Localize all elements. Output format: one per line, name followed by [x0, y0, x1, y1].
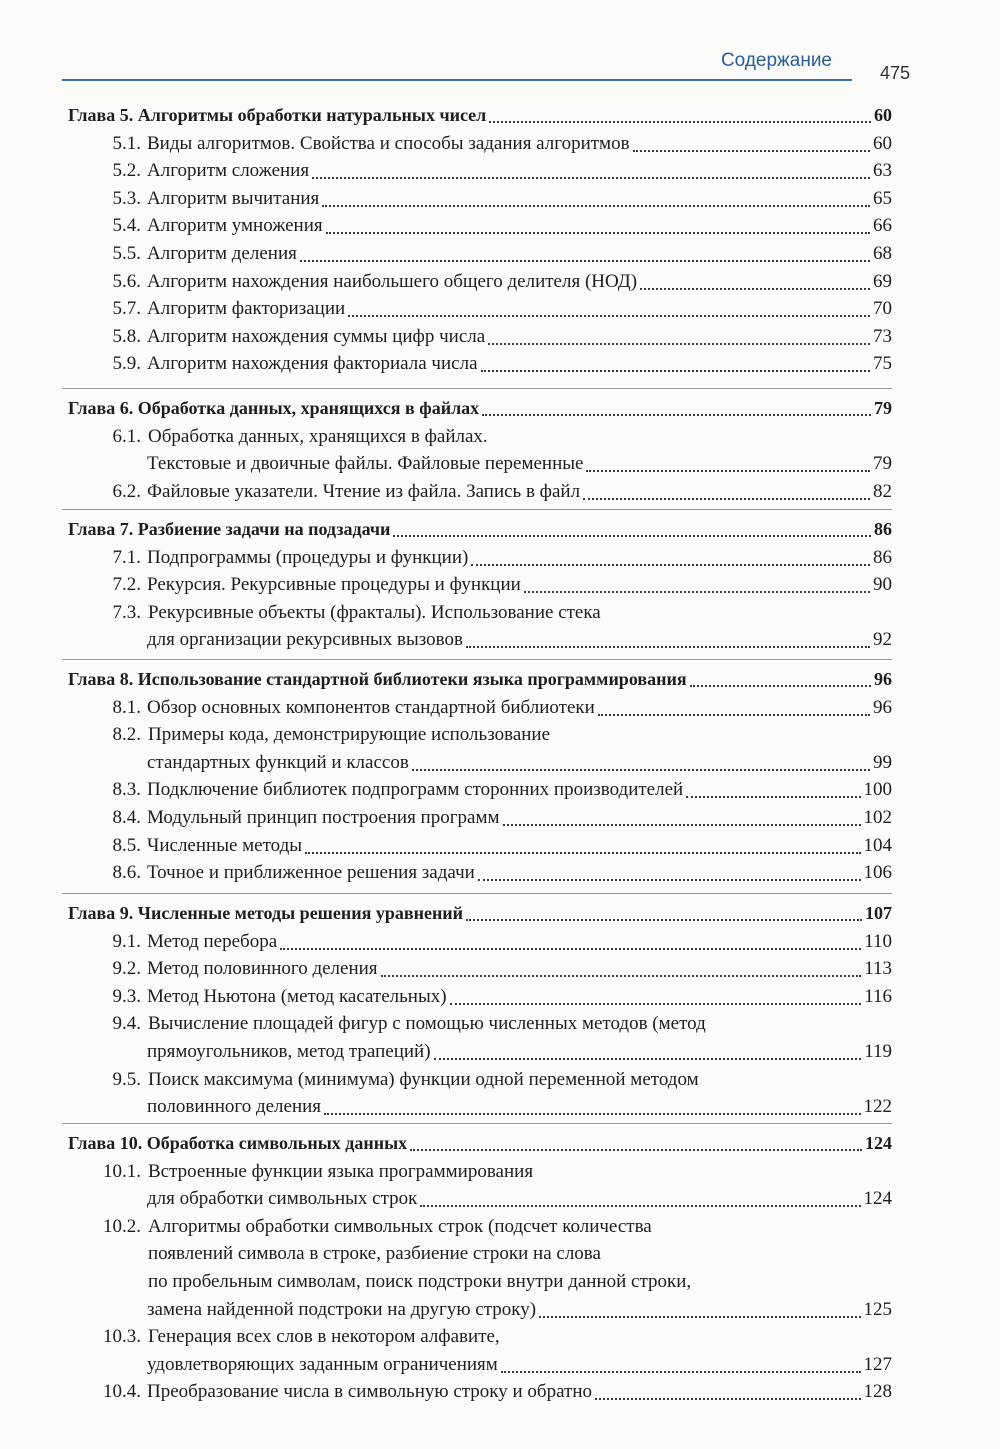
section-title-line: Алгоритм нахождения факториала числа	[147, 353, 478, 375]
chapter-page: 96	[874, 669, 892, 689]
section-title-line: прямоугольников, метод трапеций)	[147, 1041, 431, 1062]
chapter-entry[interactable]	[68, 396, 892, 420]
dot-leader	[420, 1187, 860, 1207]
section-title-line: по пробельным символам, поиск подстроки внутри данной строки,	[148, 1271, 692, 1292]
dot-leader	[488, 325, 870, 345]
section-entry[interactable]	[0, 1380, 892, 1404]
section-page: 63	[873, 160, 892, 182]
section-number: 8.6.	[112, 862, 141, 884]
chapter-entry[interactable]	[68, 517, 892, 541]
section-number: 9.1.	[112, 930, 141, 952]
dot-leader	[312, 159, 870, 179]
section-title-line: Файловые указатели. Чтение из файла. Запись в файл	[147, 480, 581, 502]
dot-leader	[381, 957, 862, 977]
section-number: 5.4.	[112, 215, 141, 237]
section-page: 125	[863, 1298, 892, 1320]
section-page: 106	[863, 862, 892, 884]
chapter-title: Глава 9. Численные методы решения уравнений	[68, 903, 464, 923]
section-number: 6.2.	[112, 480, 141, 502]
section-number: 10.3.	[103, 1326, 141, 1348]
section-number: 5.1.	[112, 132, 141, 154]
section-entry[interactable]	[0, 242, 892, 266]
section-page: 79	[873, 453, 892, 475]
section-title-line: Алгоритмы обработки символьных строк (подсчет количества	[148, 1215, 652, 1237]
section-number: 7.3.	[112, 601, 141, 623]
section-number: 8.4.	[112, 807, 141, 828]
chapter-page: 60	[874, 105, 892, 125]
section-entry[interactable]	[0, 751, 892, 775]
section-page: 122	[863, 1096, 892, 1118]
section-page: 102	[863, 807, 892, 828]
chapter-page: 107	[865, 903, 892, 923]
header-rule	[62, 79, 852, 81]
dot-leader	[489, 103, 871, 123]
dot-leader	[539, 1298, 860, 1318]
chapter-divider	[62, 659, 892, 660]
chapter-entry[interactable]	[68, 1131, 892, 1155]
section-title-line: Метод перебора	[147, 930, 278, 952]
section-page: 82	[873, 480, 892, 502]
section-page: 86	[873, 546, 892, 568]
dot-leader	[503, 806, 861, 826]
chapter-title: Глава 7. Разбиение задачи на подзадачи	[68, 519, 391, 539]
section-number: 9.5.	[112, 1068, 141, 1090]
section-title-line: Текстовые и двоичные файлы. Файловые переменные	[147, 453, 584, 475]
dot-leader	[466, 901, 862, 921]
chapter-entry[interactable]	[68, 667, 892, 691]
section-number: 5.5.	[112, 243, 141, 264]
dot-leader	[595, 1380, 860, 1400]
section-page: 110	[864, 930, 892, 952]
section-title-line: Точное и приближенное решения задачи	[147, 862, 475, 884]
section-page: 104	[863, 834, 892, 856]
section-number: 9.2.	[112, 958, 141, 980]
dot-leader	[690, 667, 871, 687]
section-entry[interactable]	[0, 930, 892, 954]
section-page: 75	[873, 353, 892, 375]
section-number: 9.3.	[112, 985, 141, 1007]
section-number: 8.2.	[112, 724, 141, 746]
section-number: 5.2.	[112, 160, 141, 182]
section-entry[interactable]	[0, 696, 892, 720]
section-entry[interactable]	[0, 325, 892, 349]
section-entry[interactable]	[0, 159, 892, 183]
dot-leader	[412, 751, 870, 771]
section-title-line: Подключение библиотек подпрограмм сторонних производителей	[147, 779, 684, 801]
section-entry[interactable]	[0, 352, 892, 376]
section-page: 69	[873, 270, 892, 292]
chapter-page: 79	[874, 398, 892, 418]
section-title-line: половинного деления	[147, 1096, 322, 1118]
section-title-line: Рекурсивные объекты (фракталы). Использование стека	[148, 601, 601, 623]
chapter-entry[interactable]	[68, 103, 892, 127]
section-title-line: Алгоритм вычитания	[147, 187, 320, 209]
dot-leader	[305, 834, 860, 854]
dot-leader	[280, 930, 861, 950]
section-entry[interactable]	[0, 480, 892, 504]
dot-leader	[326, 214, 870, 234]
section-page: 113	[864, 958, 892, 980]
dot-leader	[324, 1095, 860, 1115]
section-title-line: Алгоритм нахождения наибольшего общего делителя (НОД)	[147, 270, 638, 292]
section-page: 90	[873, 574, 892, 596]
section-title-line: Модульный принцип построения программ	[147, 807, 500, 828]
chapter-divider	[62, 893, 892, 894]
section-title-line: удовлетворяющих заданным ограничениям	[147, 1353, 498, 1375]
section-page: 127	[863, 1353, 892, 1375]
section-entry[interactable]	[0, 1095, 892, 1119]
dot-leader	[633, 132, 870, 152]
section-entry[interactable]	[0, 1040, 892, 1064]
section-entry[interactable]	[0, 214, 892, 238]
section-page: 99	[873, 751, 892, 773]
section-title-line: Преобразование числа в символьную строку и обратно	[147, 1381, 593, 1403]
chapter-page: 124	[865, 1133, 892, 1153]
section-title-line: Алгоритм нахождения суммы цифр числа	[147, 325, 486, 347]
dot-leader	[466, 628, 870, 648]
section-number: 6.1.	[112, 425, 141, 447]
section-entry[interactable]	[0, 546, 892, 570]
chapter-title: Глава 6. Обработка данных, хранящихся в файлах	[68, 398, 480, 418]
section-number: 8.5.	[112, 834, 141, 856]
section-title-line: Виды алгоритмов. Свойства и способы задания алгоритмов	[147, 132, 630, 154]
dot-leader	[471, 546, 870, 566]
section-title-line: для обработки символьных строк	[147, 1188, 418, 1210]
header-title: Содержание	[720, 50, 832, 71]
section-page: 119	[864, 1041, 892, 1062]
section-title-line: для организации рекурсивных вызовов	[147, 629, 463, 651]
section-number: 10.4.	[103, 1381, 141, 1403]
section-entry[interactable]	[0, 1298, 892, 1322]
chapter-divider	[62, 509, 892, 510]
section-title-line: Алгоритм факторизации	[147, 298, 346, 320]
section-page: 92	[873, 629, 892, 651]
chapter-divider	[62, 388, 892, 389]
dot-leader	[598, 696, 870, 716]
dot-leader	[524, 573, 870, 593]
dot-leader	[478, 861, 861, 881]
section-page: 70	[873, 298, 892, 320]
section-title-line: Генерация всех слов в некотором алфавите,	[148, 1326, 500, 1348]
section-page: 60	[873, 132, 892, 154]
dot-leader	[434, 1040, 862, 1060]
dot-leader	[348, 297, 870, 317]
section-page: 116	[864, 985, 892, 1007]
chapter-page: 86	[874, 519, 892, 539]
dot-leader	[450, 985, 862, 1005]
section-entry[interactable]	[0, 1353, 892, 1377]
section-number: 8.3.	[112, 779, 141, 801]
dot-leader	[300, 242, 870, 262]
section-page: 73	[873, 325, 892, 347]
section-page: 96	[873, 696, 892, 718]
section-entry[interactable]	[0, 834, 892, 858]
section-title-line: Алгоритм сложения	[147, 160, 310, 182]
section-title-line: Метод половинного деления	[147, 958, 378, 980]
section-entry[interactable]	[0, 270, 892, 294]
section-title-line: Встроенные функции языка программирования	[148, 1160, 534, 1182]
section-number: 5.3.	[112, 187, 141, 209]
dot-leader	[640, 270, 870, 290]
section-number: 8.1.	[112, 696, 141, 718]
section-entry[interactable]	[0, 452, 892, 476]
chapter-title: Глава 8. Использование стандартной библиотеки языка программирования	[68, 669, 687, 689]
dot-leader	[586, 452, 870, 472]
section-page: 100	[863, 779, 892, 801]
section-number: 7.1.	[112, 546, 141, 568]
section-page: 124	[863, 1188, 892, 1210]
section-title-line: Алгоритм деления	[147, 243, 297, 264]
section-title-line: стандартных функций и классов	[147, 751, 409, 773]
section-title-line: Рекурсия. Рекурсивные процедуры и функции	[147, 574, 521, 596]
dot-leader	[501, 1353, 861, 1373]
section-number: 10.2.	[103, 1215, 141, 1237]
section-entry[interactable]	[0, 778, 892, 802]
section-entry[interactable]	[0, 187, 892, 211]
section-number: 5.6.	[112, 270, 141, 292]
dot-leader	[481, 352, 870, 372]
section-entry[interactable]	[0, 1187, 892, 1211]
dot-leader	[393, 517, 871, 537]
section-entry[interactable]	[0, 573, 892, 597]
section-title-line: появлений символа в строке, разбиение строки на слова	[148, 1243, 601, 1265]
page-number: 475	[879, 63, 910, 83]
section-title-line: Обзор основных компонентов стандартной библиотеки	[147, 696, 595, 718]
section-entry[interactable]	[0, 806, 892, 830]
section-title-line: Алгоритм умножения	[147, 215, 323, 237]
section-entry[interactable]	[0, 132, 892, 156]
section-title-line: Вычисление площадей фигур с помощью численных методов (метод	[148, 1013, 706, 1035]
section-number: 5.8.	[112, 325, 141, 347]
chapter-divider	[62, 1123, 892, 1124]
dot-leader	[482, 396, 871, 416]
section-title-line: Поиск максимума (минимума) функции одной переменной методом	[148, 1068, 699, 1090]
section-page: 128	[863, 1381, 892, 1403]
section-title-line: Численные методы	[147, 834, 303, 856]
dot-leader	[583, 480, 870, 500]
section-entry[interactable]	[0, 628, 892, 652]
chapter-entry[interactable]	[68, 901, 892, 925]
section-number: 5.9.	[112, 353, 141, 375]
section-title-line: замена найденной подстроки на другую строку)	[147, 1298, 537, 1320]
section-entry[interactable]	[0, 861, 892, 885]
section-number: 7.2.	[112, 574, 141, 596]
section-number: 10.1.	[103, 1160, 141, 1182]
section-title-line: Примеры кода, демонстрирующие использование	[148, 724, 551, 746]
section-page: 66	[873, 215, 892, 237]
section-entry[interactable]	[0, 957, 892, 981]
chapter-title: Глава 5. Алгоритмы обработки натуральных чисел	[68, 105, 487, 125]
section-title-line: Метод Ньютона (метод касательных)	[147, 985, 447, 1007]
dot-leader	[686, 778, 860, 798]
chapter-title: Глава 10. Обработка символьных данных	[68, 1133, 408, 1153]
section-page: 65	[873, 187, 892, 209]
dot-leader	[322, 187, 870, 207]
section-number: 5.7.	[112, 298, 141, 320]
section-entry[interactable]	[0, 297, 892, 321]
section-title-line: Обработка данных, хранящихся в файлах.	[148, 425, 488, 447]
section-entry[interactable]	[0, 985, 892, 1009]
section-title-line: Подпрограммы (процедуры и функции)	[147, 546, 469, 568]
section-number: 9.4.	[112, 1013, 141, 1035]
dot-leader	[410, 1131, 862, 1151]
section-page: 68	[873, 243, 892, 264]
